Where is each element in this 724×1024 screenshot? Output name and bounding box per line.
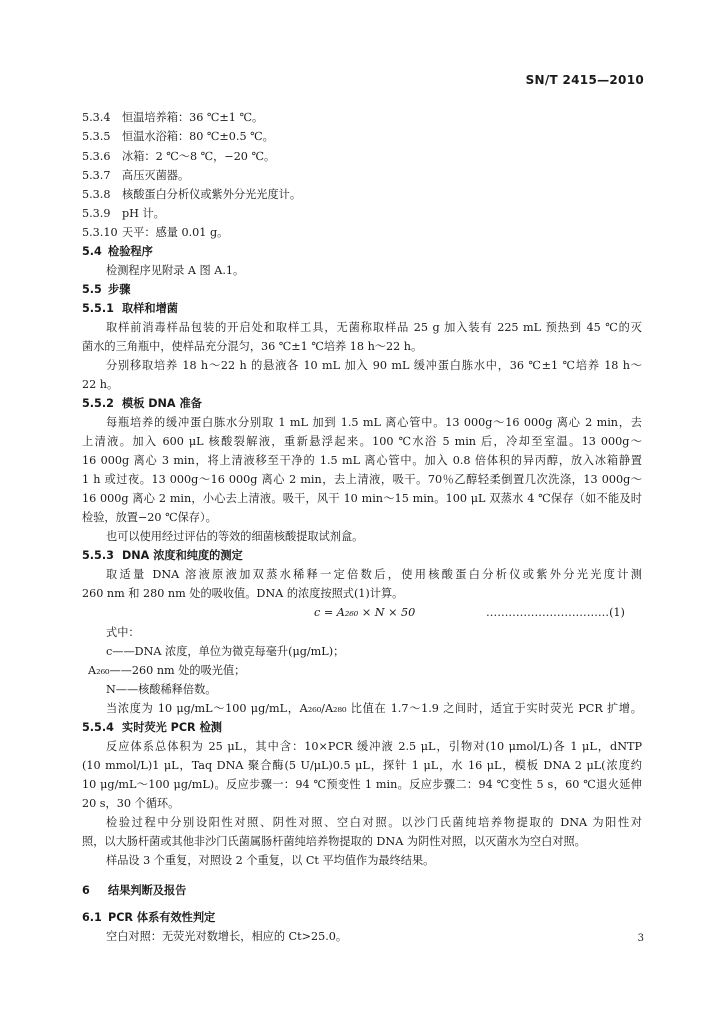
paragraph-line: 菌水的三角瓶中，使样品充分混匀，36 ℃±1 ℃培养 18 h～22 h。 xyxy=(82,340,423,353)
paragraph-line: 反应体系总体积为 25 μL，其中含：10×PCR 缓冲液 2.5 μL，引物对(10 μmol/L)各 1 μL，dNTP xyxy=(106,740,642,753)
paragraph-line: 每瓶培养的缓冲蛋白胨水分别取 1 mL 加到 1.5 mL 离心管中。13 000g～16 000g 离心 2 min，去 xyxy=(106,416,642,429)
section-heading: 5.5.2 模板 DNA 准备 xyxy=(82,397,202,410)
list-item: 5.3.8 核酸蛋白分析仪或紫外分光光度计。 xyxy=(82,188,302,201)
paragraph-line: 16 000g 离心 3 min，将上清液移至干净的 1.5 mL 离心管中。加入 0.8 倍体积的异丙醇，放入冰箱静置 xyxy=(82,454,642,467)
list-item: 5.3.6 冰箱：2 ℃～8 ℃，−20 ℃。 xyxy=(82,150,276,163)
paragraph-line: 检验过程中分别设阳性对照、阴性对照、空白对照。以沙门氏菌纯培养物提取的 DNA 为阳性对 xyxy=(106,816,642,829)
paragraph-line: 照，以大肠杆菌或其他非沙门氏菌属肠杆菌纯培养物提取的 DNA 为阴性对照，以灭菌水为空白对照。 xyxy=(82,835,586,848)
paragraph-line: 检验，放置−20 ℃保存）。 xyxy=(82,511,217,524)
section-heading: 6 结果判断及报告 xyxy=(82,884,187,897)
paragraph: 也可以使用经过评估的等效的细菌核酸提取试剂盒。 xyxy=(106,530,364,543)
paragraph: 样品设 3 个重复，对照设 2 个重复，以 Ct 平均值作为最终结果。 xyxy=(106,854,435,867)
section-heading: 5.4 检验程序 xyxy=(82,245,153,258)
section-heading: 5.5.3 DNA 浓度和纯度的测定 xyxy=(82,549,243,562)
paragraph-line: 上清液。加入 600 μL 核酸裂解液，重新悬浮起来。100 ℃水浴 5 min 后，冷却至室温。13 000g～ xyxy=(82,435,642,448)
section-heading: 5.5.4 实时荧光 PCR 检测 xyxy=(82,721,222,734)
section-heading: 6.1 PCR 体系有效性判定 xyxy=(82,911,216,924)
paragraph-line: 10 μg/mL～100 μg/mL)。反应步骤一：94 ℃预变性 1 min。反应步骤二：94 ℃变性 5 s，60 ℃退火延伸 xyxy=(82,778,642,791)
definition: N——核酸稀释倍数。 xyxy=(106,683,217,696)
standard-header: SN/T 2415—2010 xyxy=(525,73,644,87)
where-label: 式中： xyxy=(106,626,140,639)
section-heading: 5.5 步骤 xyxy=(82,283,131,296)
definition: A₂₆₀——260 nm 处的吸光值； xyxy=(88,664,246,677)
definition: c——DNA 浓度，单位为微克每毫升(μg/mL)； xyxy=(106,645,345,658)
list-item: 5.3.10 天平：感量 0.01 g。 xyxy=(82,226,229,239)
list-item: 5.3.5 恒温水浴箱：80 ℃±0.5 ℃。 xyxy=(82,130,274,143)
list-item: 5.3.7 高压灭菌器。 xyxy=(82,169,190,182)
page-number: 3 xyxy=(637,933,644,944)
list-item: 5.3.9 pH 计。 xyxy=(82,207,165,220)
formula-number: ……………………………(1) xyxy=(486,606,625,619)
paragraph-line: 22 h。 xyxy=(82,378,119,391)
paragraph: 当浓度为 10 μg/mL～100 μg/mL，A₂₆₀/A₂₈₀ 比值在 1.7～1.9 之间时，适宜于实时荧光 PCR 扩增。 xyxy=(106,702,642,715)
paragraph-line: 取样前消毒样品包装的开启处和取样工具，无菌称取样品 25 g 加入装有 225 mL 预热到 45 ℃的灭 xyxy=(106,321,642,334)
paragraph-line: 16 000g 离心 2 min，小心去上清液。吸干，风干 10 min～15 min。100 μL 双蒸水 4 ℃保存（如不能及时 xyxy=(82,492,642,505)
paragraph-line: 260 nm 和 280 nm 处的吸收值。DNA 的浓度按照式(1)计算。 xyxy=(82,587,404,600)
paragraph-line: 取适量 DNA 溶液原液加双蒸水稀释一定倍数后，使用核酸蛋白分析仪或紫外分光光度计测 xyxy=(106,568,642,581)
paragraph-line: (10 mmol/L)1 μL，Taq DNA 聚合酶(5 U/μL)0.5 μL，探针 1 μL，水 16 μL，模板 DNA 2 μL(浓度约 xyxy=(82,759,642,772)
paragraph: 空白对照：无荧光对数增长，相应的 Ct>25.0。 xyxy=(106,930,348,943)
list-item: 5.3.4 恒温培养箱：36 ℃±1 ℃。 xyxy=(82,111,264,124)
formula: c = A₂₆₀ × N × 50 xyxy=(314,606,416,619)
section-heading: 5.5.1 取样和增菌 xyxy=(82,302,178,315)
paragraph-line: 1 h 或过夜。13 000g～16 000g 离心 2 min，去上清液，吸干。70％乙醇轻柔倒置几次洗涤，13 000g～ xyxy=(82,473,642,486)
paragraph-line: 20 s，30 个循环。 xyxy=(82,797,180,810)
paragraph: 检测程序见附录 A 图 A.1。 xyxy=(106,264,245,277)
paragraph-line: 分别移取培养 18 h～22 h 的悬液各 10 mL 加入 90 mL 缓冲蛋白胨水中，36 ℃±1 ℃培养 18 h～ xyxy=(106,359,642,372)
